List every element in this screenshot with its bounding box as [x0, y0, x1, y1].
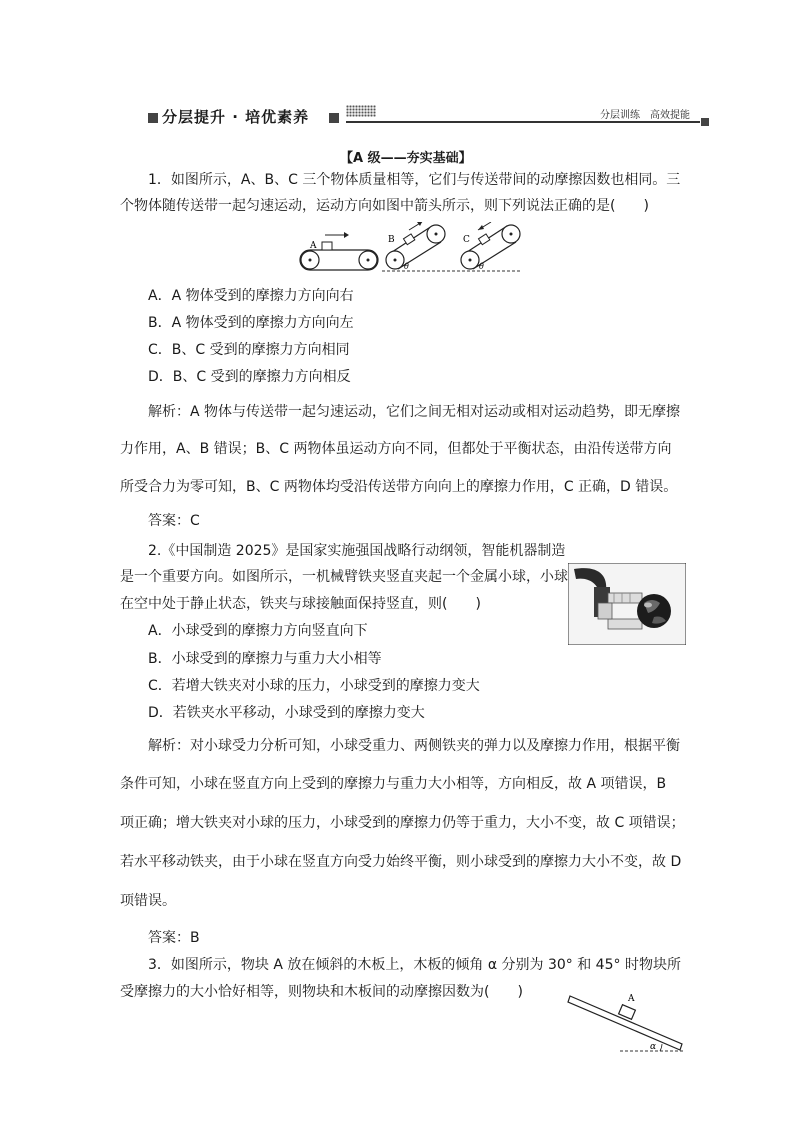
- q1-option-b: B．A 物体受到的摩擦力方向向左: [148, 315, 354, 331]
- q2-stem-line-2: 是一个重要方向。如图所示，一机械臂铁夹竖直夹起一个金属小球，小球: [120, 569, 568, 585]
- section-title: 【A 级——夯实基础】: [340, 151, 472, 166]
- header-title: 分层提升 · 培优素养: [162, 108, 310, 126]
- figure-label-b: B: [388, 235, 395, 245]
- q1-option-c: C．B、C 受到的摩擦力方向相同: [148, 342, 350, 358]
- figure-label-alpha: α: [650, 1042, 657, 1052]
- q3-stem-line-1: 3．如图所示，物块 A 放在倾斜的木板上，木板的倾角 α 分别为 30° 和 45° 时物块所: [148, 957, 681, 973]
- q2-option-a: A．小球受到的摩擦力方向竖直向下: [148, 623, 368, 639]
- q2-analysis-line-1: 解析：对小球受力分析可知，小球受重力、两侧铁夹的弹力以及摩擦力作用，根据平衡: [148, 738, 680, 754]
- q2-robot-arm-photo: [568, 563, 686, 645]
- q2-analysis-line-2: 条件可知，小球在竖直方向上受到的摩擦力与重力大小相等，方向相反，故 A 项错误，B: [120, 776, 667, 792]
- q1-stem-line-1: 1．如图所示，A、B、C 三个物体质量相等，它们与传送带间的动摩擦因数也相同。三: [148, 172, 681, 188]
- q2-option-d: D．若铁夹水平移动，小球受到的摩擦力变大: [148, 705, 425, 721]
- header-left-square: [148, 113, 158, 123]
- header-dot-pattern: [346, 105, 376, 117]
- belt-c: [461, 222, 520, 271]
- q1-option-d: D．B、C 受到的摩擦力方向相反: [148, 369, 351, 385]
- figure-label-a: A: [628, 994, 635, 1004]
- q2-analysis-line-3: 项正确；增大铁夹对小球的压力，小球受到的摩擦力仍等于重力，大小不变，故 C 项错误；: [120, 815, 685, 831]
- belt-b: [386, 222, 445, 271]
- figure-label-theta-b: θ: [404, 262, 409, 271]
- q2-stem-line-3: 在空中处于静止状态，铁夹与球接触面保持竖直，则( ): [120, 596, 481, 612]
- q2-stem-line-1: 2.《中国制造 2025》是国家实施强国战略行动纲领，智能机器制造: [148, 543, 566, 559]
- q1-answer: 答案：C: [148, 513, 200, 529]
- header-right-text: 分层训练 高效提能: [600, 110, 690, 121]
- q2-option-b: B．小球受到的摩擦力与重力大小相等: [148, 651, 382, 667]
- figure-label-a: A: [310, 241, 317, 251]
- q2-option-c: C．若增大铁夹对小球的压力，小球受到的摩擦力变大: [148, 678, 480, 694]
- q1-analysis-line-2: 力作用，A、B 错误；B、C 两物体虽运动方向不同，但都处于平衡状态，由沿传送带方向: [120, 441, 672, 457]
- figure-label-theta-c: θ: [479, 262, 484, 271]
- q1-conveyor-figure: [292, 222, 522, 278]
- q1-option-a: A．A 物体受到的摩擦力方向向右: [148, 288, 354, 304]
- q2-analysis-line-5: 项错误。: [120, 893, 176, 909]
- q2-answer: 答案：B: [148, 930, 200, 946]
- q1-stem-line-2: 个物体随传送带一起匀速运动，运动方向如图中箭头所示，则下列说法正确的是( ): [120, 198, 649, 214]
- q1-analysis-line-1: 解析：A 物体与传送带一起匀速运动，它们之间无相对运动或相对运动趋势，即无摩擦: [148, 404, 681, 420]
- belt-a: [300, 232, 378, 270]
- header-rule: [346, 121, 700, 123]
- q3-incline-figure: [564, 988, 688, 1058]
- header-end-square: [701, 118, 709, 126]
- header-title-end-square: [329, 113, 339, 123]
- q1-analysis-line-3: 所受合力为零可知，B、C 两物体均受沿传送带方向向上的摩擦力作用，C 正确，D 错误。: [120, 479, 678, 495]
- q2-analysis-line-4: 若水平移动铁夹，由于小球在竖直方向受力始终平衡，则小球受到的摩擦力大小不变，故 D: [120, 854, 682, 870]
- figure-label-c: C: [463, 235, 470, 245]
- q3-stem-line-2: 受摩擦力的大小恰好相等，则物块和木板间的动摩擦因数为( ): [120, 984, 523, 1000]
